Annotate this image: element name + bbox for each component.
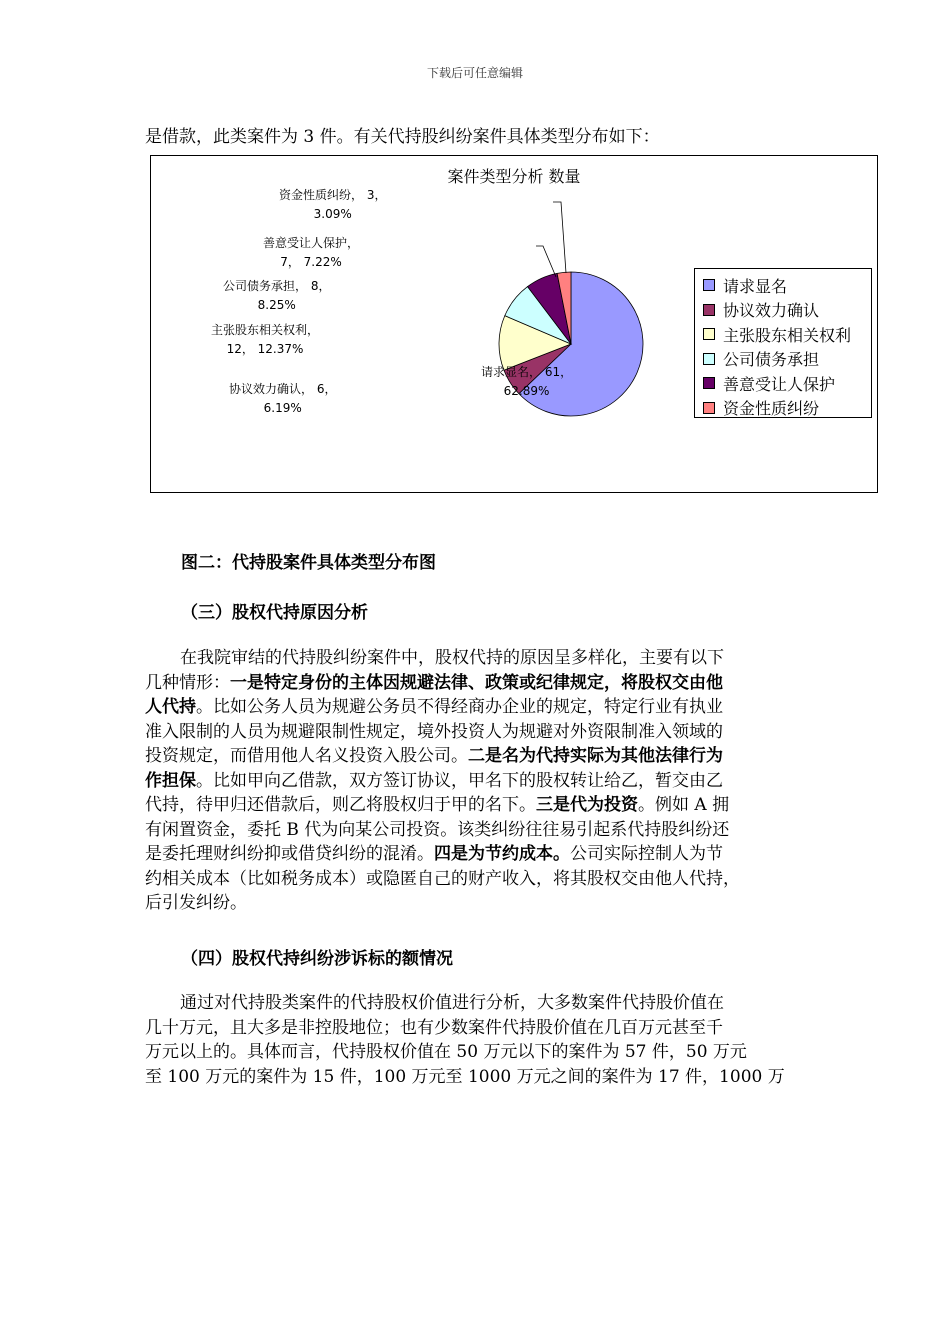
text-run: 。比如公务人员为规避公务员不得经商办企业的规定，特定行业有执业 — [196, 697, 723, 717]
paragraph-line — [145, 793, 805, 818]
legend-item — [703, 322, 871, 347]
text-run: 在我院审结的代持股纠纷案件中，股权代持的原因呈多样化，主要有以下 — [180, 648, 724, 668]
legend-item — [703, 298, 871, 323]
slice-label-zijin: 资金性质纠纷， 3， 3.09% — [279, 188, 387, 221]
text-run: 至 100 万元的案件为 15 件，100 万元至 1000 万元之间的案件为 17 件，1000 万 — [145, 1066, 785, 1087]
text-run: 几十万元，且大多是非控股地位；也有少数案件代持股价值在几百万元甚至千 — [145, 1017, 723, 1038]
bold-run: 二是名为代持实际为其他法律行为 — [468, 746, 723, 766]
legend-swatch — [703, 328, 715, 340]
paragraph-line — [145, 769, 805, 794]
slice-label-xieyi: 协议效力确认， 6， 6.19% — [229, 382, 337, 415]
paragraph-line — [145, 646, 805, 671]
legend-item — [703, 396, 871, 421]
paragraph-line — [145, 991, 805, 1016]
figure-caption: 图二：代持股案件具体类型分布图 — [181, 553, 436, 573]
legend-item — [703, 273, 871, 298]
section-heading-3: （三）股权代持原因分析 — [181, 603, 368, 623]
paragraph-line — [145, 818, 805, 843]
text-run: 投资规定，而借用他人名义投资入股公司。 — [145, 746, 468, 766]
paragraph-line — [145, 1065, 805, 1090]
legend-item — [703, 347, 871, 372]
leader-line-shanyi — [536, 246, 556, 277]
bold-run: 人代持 — [145, 697, 196, 717]
paragraph-line — [145, 671, 805, 696]
paragraph-line — [145, 1016, 805, 1041]
chart-legend — [694, 268, 872, 418]
paragraph-reasons — [145, 646, 805, 916]
text-run: 通过对代持股类案件的代持股权价值进行分析，大多数案件代持股价值在 — [180, 993, 724, 1013]
text-run: 。例如 A 拥 — [638, 795, 730, 815]
bold-run: 四是为节约成本。 — [434, 844, 570, 864]
pie-chart-frame — [150, 155, 878, 493]
bold-run: 一是特定身份的主体因规避法律、政策或纪律规定，将股权交由他 — [230, 672, 723, 693]
page-header: 下载后可任意编辑 — [426, 66, 523, 80]
text-run: 公司实际控制人为节 — [570, 844, 723, 864]
slice-label-shanyi: 善意受让人保护， 7， 7.22% — [263, 236, 360, 269]
legend-label: 主张股东相关权利 — [723, 325, 852, 345]
section-heading-4: （四）股权代持纠纷涉诉标的额情况 — [181, 949, 453, 969]
leader-line-zijin — [553, 202, 566, 273]
slice-label-qiuqiu: 请求显名， 61， 62.89% — [481, 365, 573, 398]
slice-label-zhuzhang: 主张股东相关权利， 12， 12.37% — [211, 323, 320, 356]
legend-label: 公司债务承担 — [723, 350, 820, 370]
text-run: 准入限制的人员为规避限制性规定，境外投资人为规避对外资限制准入领域的 — [145, 721, 723, 742]
legend-swatch — [703, 304, 715, 316]
paragraph-line — [145, 867, 805, 892]
paragraph-line — [145, 842, 805, 867]
intro-text: 是借款，此类案件为 3 件。有关代持股纠纷案件具体类型分布如下： — [145, 127, 660, 147]
legend-swatch — [703, 402, 715, 414]
paragraph-line — [145, 744, 805, 769]
legend-label: 协议效力确认 — [723, 301, 820, 321]
legend-label: 请求显名 — [723, 276, 788, 296]
chart-title: 案件类型分析 数量 — [447, 167, 581, 186]
text-run: 后引发纠纷。 — [145, 893, 247, 913]
legend-swatch — [703, 377, 715, 389]
text-run: 。比如甲向乙借款，双方签订协议，甲名下的股权转让给乙，暂交由乙 — [196, 770, 723, 791]
text-run: 万元以上的。具体而言，代持股权价值在 50 万元以下的案件为 57 件，50 万元 — [145, 1042, 747, 1062]
legend-swatch — [703, 353, 715, 365]
paragraph-line — [145, 720, 805, 745]
legend-label: 资金性质纠纷 — [723, 399, 820, 419]
bold-run: 三是代为投资 — [536, 795, 638, 815]
slice-label-gongsi: 公司债务承担， 8， 8.25% — [223, 279, 331, 312]
text-run: 约相关成本（比如税务成本）或隐匿自己的财产收入，将其股权交由他人代持， — [145, 868, 740, 889]
paragraph-value — [145, 991, 805, 1089]
paragraph-line — [145, 1040, 805, 1065]
text-run: 代持，待甲归还借款后，则乙将股权归于甲的名下。 — [145, 795, 536, 815]
text-run: 几种情形： — [145, 672, 230, 693]
legend-swatch — [703, 279, 715, 291]
legend-label: 善意受让人保护 — [723, 374, 836, 394]
legend-item — [703, 371, 871, 396]
text-run: 有闲置资金，委托 B 代为向某公司投资。该类纠纷往往易引起系代持股纠纷还 — [145, 819, 730, 840]
paragraph-line — [145, 891, 805, 916]
text-run: 是委托理财纠纷抑或借贷纠纷的混淆。 — [145, 844, 434, 864]
bold-run: 作担保 — [145, 770, 196, 791]
paragraph-line — [145, 695, 805, 720]
